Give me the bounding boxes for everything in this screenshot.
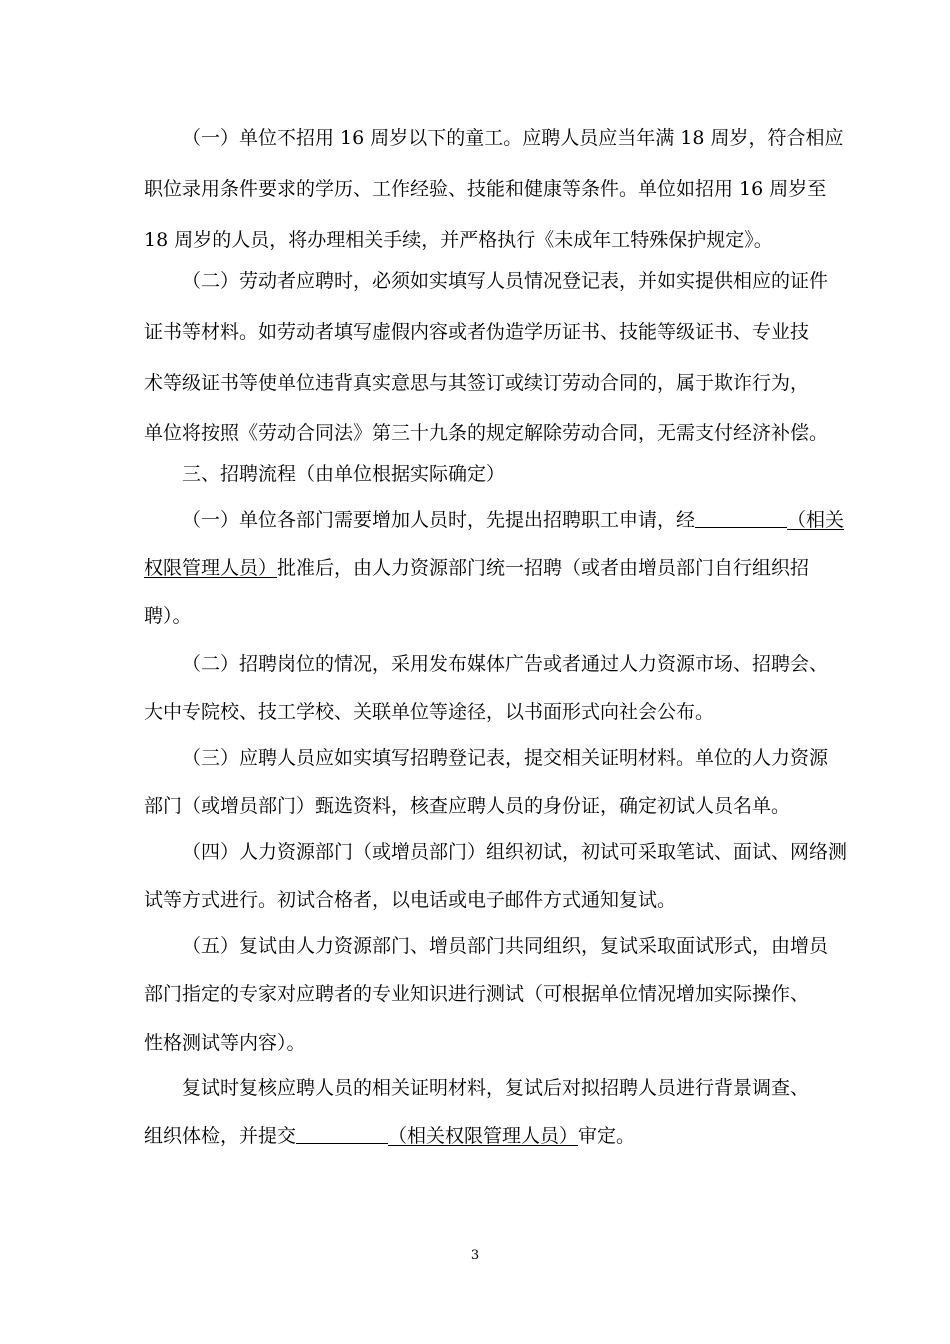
text-line: （四）人力资源部门（或增员部门）组织初试，初试可采取笔试、面试、网络测 (182, 841, 848, 863)
underlined-text: （相关权限管理人员） (388, 1125, 579, 1147)
text-line: 聘）。 (144, 605, 192, 627)
line-text: （一）单位各部门需要增加人员时，先提出招聘职工申请，经 (182, 509, 696, 531)
line-text: 批准后，由人力资源部门统一招聘（或者由增员部门自行组织招 (277, 557, 810, 579)
text-line: （三）应聘人员应如实填写招聘登记表，提交相关证明材料。单位的人力资源 (182, 747, 829, 769)
underlined-text: （相关 (787, 509, 845, 531)
underlined-text: 权限管理人员） (144, 557, 278, 579)
fill-in-blank (296, 1123, 388, 1144)
fill-in-blank (695, 507, 787, 528)
text-line: 试等方式进行。初试合格者，以电话或电子邮件方式通知复试。 (144, 889, 677, 911)
text-line: （一）单位不招用 16 周岁以下的童工。应聘人员应当年满 18 周岁，符合相应 (182, 127, 844, 149)
text-line: 性格测试等内容）。 (144, 1032, 306, 1054)
text-line: 单位将按照《劳动合同法》第三十九条的规定解除劳动合同，无需支付经济补偿。 (144, 422, 829, 444)
text-line: （二）招聘岗位的情况，采用发布媒体广告或者通过人力资源市场、招聘会、 (182, 653, 829, 675)
text-line: 职位录用条件要求的学历、工作经验、技能和健康等条件。单位如招用 16 周岁至 (144, 178, 827, 200)
text-line: （二）劳动者应聘时，必须如实填写人员情况登记表，并如实提供相应的证件 (182, 270, 829, 292)
text-line: 部门指定的专家对应聘者的专业知识进行测试（可根据单位情况增加实际操作、 (144, 983, 810, 1005)
section-heading: 三、招聘流程（由单位根据实际确定） (182, 463, 506, 485)
line-text: 审定。 (578, 1125, 636, 1147)
text-line: 术等级证书等使单位违背真实意思与其签订或续订劳动合同的，属于欺诈行为， (144, 372, 810, 394)
text-line (144, 553, 810, 583)
text-line (144, 1121, 806, 1151)
text-line (182, 505, 845, 535)
page-number: 3 (470, 1248, 480, 1263)
line-text: 组织体检，并提交 (144, 1125, 297, 1147)
text-line: 复试时复核应聘人员的相关证明材料，复试后对拟招聘人员进行背景调查、 (182, 1077, 810, 1099)
text-line: 证书等材料。如劳动者填写虚假内容或者伪造学历证书、技能等级证书、专业技 (144, 321, 810, 343)
text-line: 18 周岁的人员，将办理相关手续，并严格执行《未成年工特殊保护规定》。 (144, 229, 773, 251)
text-line: （五）复试由人力资源部门、增员部门共同组织，复试采取面试形式，由增员 (182, 935, 829, 957)
text-line: 部门（或增员部门）甄选资料，核查应聘人员的身份证，确定初试人员名单。 (144, 795, 791, 817)
text-line: 大中专院校、技工学校、关联单位等途径，以书面形式向社会公布。 (144, 701, 715, 723)
